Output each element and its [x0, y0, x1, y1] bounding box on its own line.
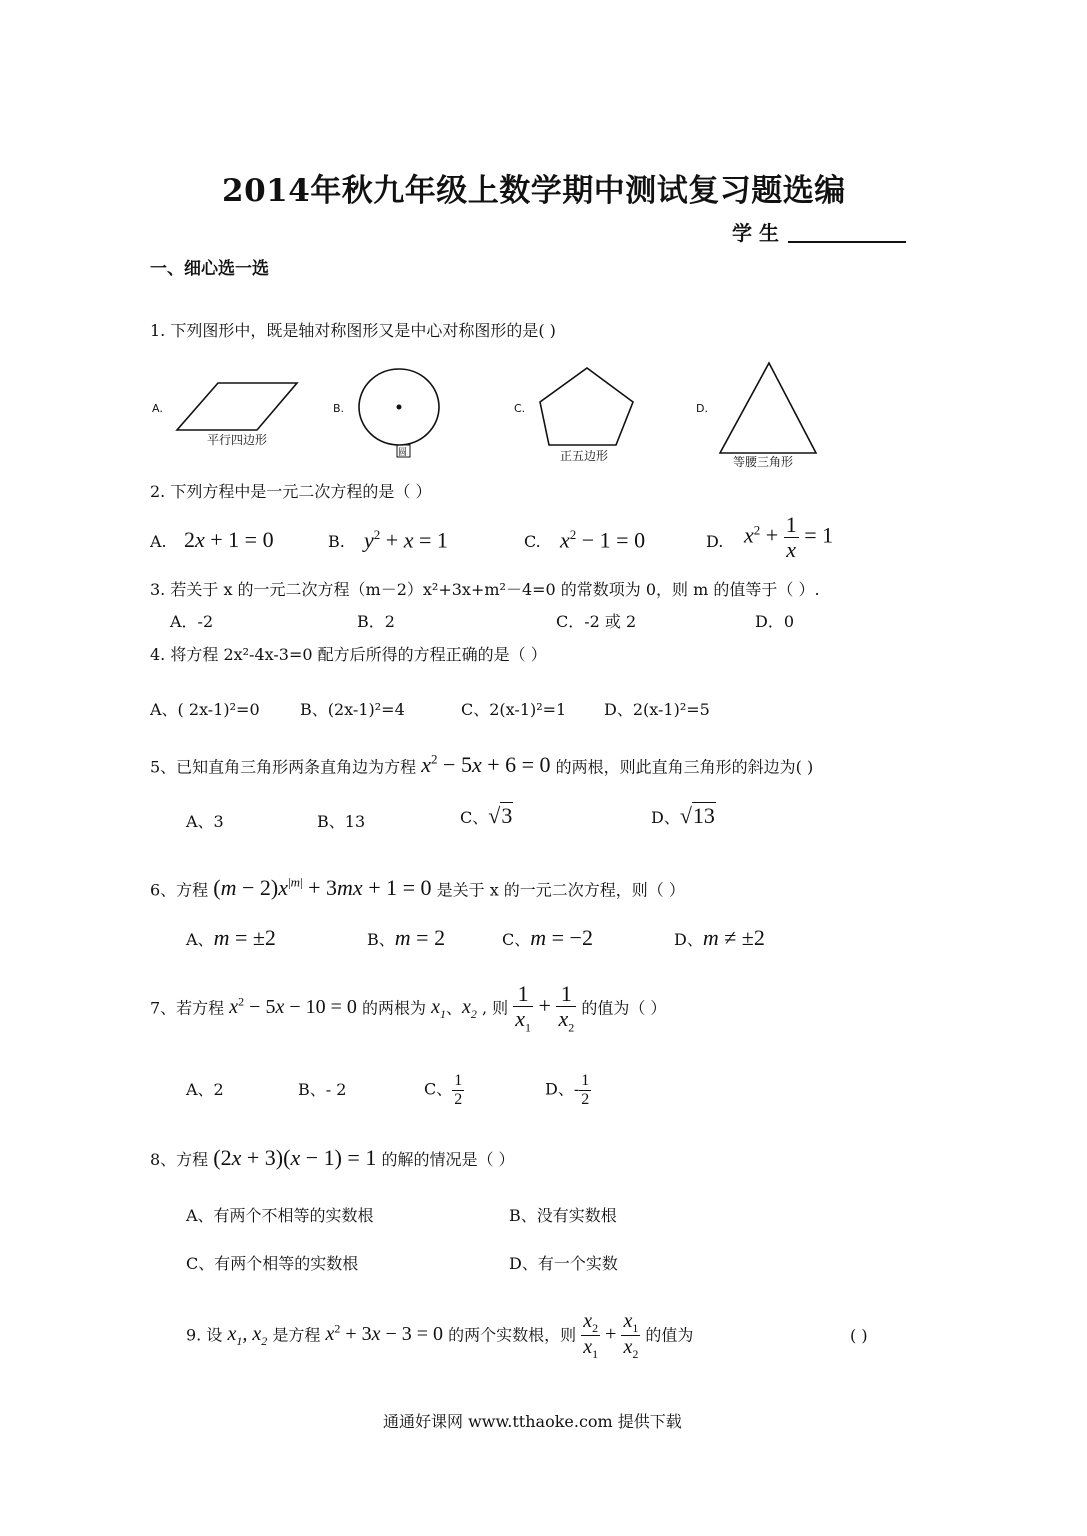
isosceles-triangle-figure [720, 363, 816, 453]
q2-option-c-label: C. [524, 532, 541, 551]
q1-caption-c: 正五边形 [560, 449, 609, 463]
q5-option-c-label: C、 [460, 808, 489, 827]
q6-option-c: C、m = −2 [502, 925, 593, 950]
q2-option-a-label: A. [150, 532, 167, 551]
q7-stem-pre: 7、若方程 [150, 998, 225, 1018]
q5-option-d-label: D、 [651, 808, 680, 827]
q8-stem-post: 的解的情况是（ ） [381, 1150, 515, 1169]
q7-stem-post: 的值为（ ） [581, 998, 667, 1018]
q8-stem-pre: 8、方程 [150, 1150, 209, 1169]
q1-caption-d: 等腰三角形 [733, 455, 794, 469]
q7-option-c: C、 $\frac{1}{2}$ [424, 1072, 463, 1108]
question-6-stem [150, 873, 685, 900]
q1-caption-a: 平行四边形 [207, 433, 268, 447]
q9-stem-post: 的值为 [645, 1325, 694, 1345]
student-label: 学 生 [732, 221, 779, 245]
q2-option-a-math: 2x + 1 = 0 [184, 527, 274, 552]
question-1-stem: 1. 下列图形中，既是轴对称图形又是中心对称图形的是( ) [150, 321, 556, 340]
q9-answer-paren: ( ) [850, 1326, 868, 1345]
pentagon-figure [540, 368, 633, 445]
q7-sep: 、 [446, 998, 463, 1018]
section-heading: 一、细心选一选 [150, 259, 269, 279]
q4-option-a: A、( 2x-1)²=0 [150, 700, 260, 719]
q7-stem-mid2: , 则 [482, 998, 509, 1018]
q8-option-b: B、没有实数根 [509, 1206, 617, 1225]
q4-option-c: C、2(x-1)²=1 [461, 700, 567, 719]
q3-option-d: D．0 [755, 612, 795, 631]
q6-option-a-label: A、 [186, 930, 214, 949]
q5-option-a: A、3 [186, 812, 224, 831]
q7-option-d: D、- $\frac{1}{2}$ [545, 1072, 590, 1108]
circle-center-dot [397, 405, 402, 410]
q6-equation: $(m - 2)x^{|m|} + 3mx + 1 = 0$ [213, 875, 432, 901]
q8-option-a: A、有两个不相等的实数根 [186, 1206, 374, 1225]
q7-option-b: B、- 2 [298, 1080, 347, 1099]
q4-option-b: B、(2x-1)²=4 [300, 700, 405, 719]
q7-option-c-label: C、 [424, 1079, 453, 1099]
q6-option-d-label: D、 [674, 930, 703, 949]
q5-stem-pre: 5、已知直角三角形两条直角边为方程 [150, 757, 417, 777]
q6-option-a: A、m = ±2 [186, 925, 276, 950]
q1-figures [0, 360, 1087, 470]
question-4-stem: 4. 将方程 2x²-4x-3=0 配方后所得的方程正确的是（ ） [150, 645, 547, 664]
q5-option-d: D、√13 [651, 803, 715, 828]
question-3-stem: 3. 若关于 x 的一元二次方程（m－2）x²+3x+m²－4=0 的常数项为 0，则 m 的值等于（ ）. [150, 580, 820, 599]
q6-stem-post: 是关于 x 的一元二次方程，则（ ） [436, 880, 685, 900]
page-footer: 通通好课网 www.tthaoke.com 提供下载 [383, 1412, 682, 1431]
q2-option-d-math: $x^2$ + $\frac{1}{x}$ = 1 [744, 512, 834, 563]
q7-option-d-label: D、- [545, 1079, 580, 1099]
q9-stem-pre: 9. 设 [186, 1325, 223, 1345]
q5-option-b: B、13 [317, 812, 366, 831]
q7-stem-mid: 的两根为 [362, 998, 427, 1018]
q5-stem-post: 的两根，则此直角三角形的斜边为( ) [555, 757, 814, 777]
question-8-stem: 8、方程 (2x + 3)(x − 1) = 1 的解的情况是（ ） [150, 1145, 515, 1170]
q3-option-a: A．-2 [170, 612, 214, 631]
q1-option-b-label: B. [333, 402, 345, 415]
student-name-blank[interactable] [788, 241, 906, 243]
q6-option-b-label: B、 [367, 930, 395, 949]
q5-option-c: C、√3 [460, 803, 513, 828]
q2-option-c-math: $x^2 - 1 = 0$ [560, 527, 646, 553]
q2-option-b-label: B. [328, 532, 345, 551]
page-title: 2014年秋九年级上数学期中测试复习题选编 [222, 173, 846, 209]
q7-option-a: A、2 [186, 1080, 224, 1099]
question-2-stem: 2. 下列方程中是一元二次方程的是（ ） [150, 482, 432, 501]
q4-option-d: D、2(x-1)²=5 [604, 700, 710, 719]
question-7-stem: 7、若方程 $x^2 - 5x - 10 = 0$ 的两根为 $x_1$、$x_2$ , 则 $\frac{1}{x_1}$ + $\frac{1}{x_2}$ 的值为（ ） [150, 981, 667, 1035]
q1-option-c-label: C. [514, 402, 526, 415]
q8-option-c: C、有两个相等的实数根 [186, 1254, 359, 1273]
q8-option-d: D、有一个实数 [509, 1254, 618, 1273]
q3-option-b: B．2 [357, 612, 395, 631]
q5-equation: $x^2 - 5x + 6 = 0$ [421, 752, 551, 778]
q1-option-d-label: D. [696, 402, 708, 415]
q6-option-c-label: C、 [502, 930, 531, 949]
question-9-stem: 9. 设 $x_1$, $x_2$ 是方程 $x^2 + 3x - 3 = 0$ 的两个实数根，则 $\frac{x_2}{x_1}$ + $\frac{x_1}{x_2}$ 的值为 [186, 1310, 694, 1362]
q6-option-d: D、m ≠ ±2 [674, 925, 765, 950]
q1-option-a-label: A. [152, 402, 163, 415]
q3-option-c: C．-2 或 2 [556, 612, 637, 631]
parallelogram-figure [177, 383, 297, 430]
q2-option-d-label: D. [706, 532, 724, 551]
q9-stem-mid2: 的两个实数根，则 [448, 1325, 577, 1345]
question-5-stem [150, 750, 813, 777]
q6-stem-pre: 6、方程 [150, 880, 209, 900]
q9-stem-mid: 是方程 [272, 1325, 321, 1345]
q2-option-b-math: $y^2 + x = 1$ [364, 527, 448, 553]
q1-caption-b: 圆 [398, 448, 408, 458]
q6-option-b: B、m = 2 [367, 925, 446, 950]
